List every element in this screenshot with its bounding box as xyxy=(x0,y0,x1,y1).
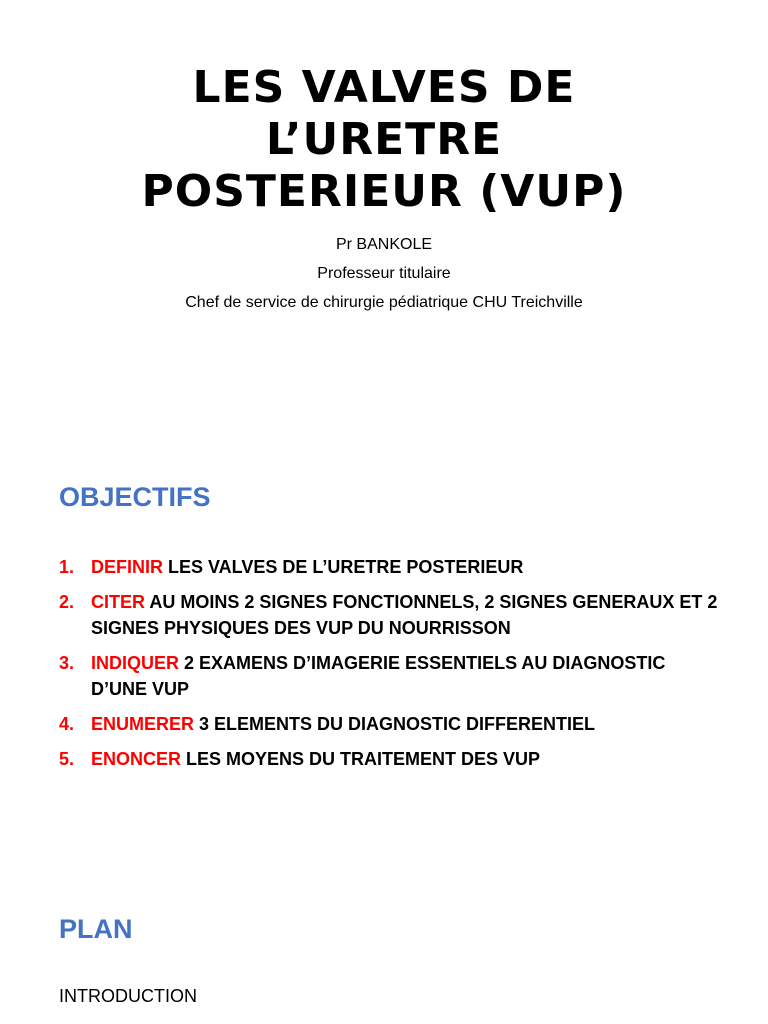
objectives-heading: OBJECTIFS xyxy=(59,482,211,512)
objective-item xyxy=(59,589,719,641)
objective-verb: CITER xyxy=(91,592,145,612)
author-position: Chef de service de chirurgie pédiatrique CHU Treichville xyxy=(185,294,583,311)
objectives-list xyxy=(59,554,719,781)
objective-verb: DEFINIR xyxy=(91,557,163,577)
objective-item xyxy=(59,650,719,702)
objective-text: 3 ELEMENTS DU DIAGNOSTIC DIFFERENTIEL xyxy=(194,714,596,734)
plan-heading: PLAN xyxy=(59,914,133,944)
objective-item xyxy=(59,711,719,737)
author-role: Professeur titulaire xyxy=(317,265,451,282)
title-line: L’URETRE xyxy=(265,114,503,165)
objective-text: LES MOYENS DU TRAITEMENT DES VUP xyxy=(181,749,541,769)
objective-verb: ENONCER xyxy=(91,749,182,769)
objective-number: 4. xyxy=(59,714,75,734)
plan-item-introduction: INTRODUCTION xyxy=(59,986,197,1006)
objective-number: 3. xyxy=(59,653,75,673)
objective-item xyxy=(59,746,719,772)
title-line: LES VALVES DE xyxy=(192,62,576,113)
objective-text: AU MOINS 2 SIGNES FONCTIONNELS, 2 SIGNES GENERAUX ET 2 SIGNES PHYSIQUES DES VUP DU NOURRISSON xyxy=(91,592,718,638)
objective-text: LES VALVES DE L’URETRE POSTERIEUR xyxy=(163,557,524,577)
objective-number: 5. xyxy=(59,749,75,769)
author-name: Pr BANKOLE xyxy=(335,236,433,253)
author-block xyxy=(0,230,768,317)
objective-item xyxy=(59,554,719,580)
objective-verb: INDIQUER xyxy=(91,653,180,673)
title-line: POSTERIEUR (VUP) xyxy=(141,166,627,217)
objective-text: 2 EXAMENS D’IMAGERIE ESSENTIELS AU DIAGNOSTIC D’UNE VUP xyxy=(91,653,666,699)
document-title xyxy=(0,62,768,218)
objective-number: 2. xyxy=(59,592,75,612)
objective-verb: ENUMERER xyxy=(91,714,195,734)
objective-number: 1. xyxy=(59,557,75,577)
